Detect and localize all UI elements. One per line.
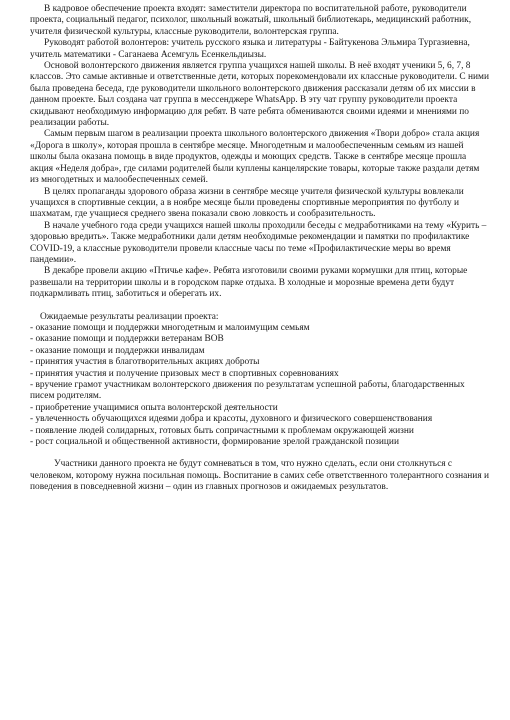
list-item: - принятия участия в благотворительных акциях доброты [30, 357, 260, 368]
list-item: - оказание помощи и поддержки ветеранам ВОВ [30, 334, 224, 345]
results-list [30, 323, 490, 448]
paragraph-bird-cafe: В декабре провели акцию «Птичье кафе». Ребята изготовили своими руками кормушки для птиц, которые развешали на территории школы и в городском парке отдыха. В холодные и морозные времена дети будут подкармливать птиц, заботиться и оберегать их. [30, 266, 468, 300]
list-item: - приобретение учащимися опыта волонтерской деятельности [30, 402, 278, 413]
paragraph-first-steps: Самым первым шагом в реализации проекта школьного волонтерского движения «Твори добро» стала акция «Дорога в школу», которая прошла в сентябре месяце. Многодетным и малообеспеченным семьям из нашей школы была оказана помощь в виде продуктов, одежды и моющих средств. Также в сентябре месяце прошла акция «Неделя добра», где силами родителей были куплены канцелярские товары, которые также раздали детям из многодетных и малообеспеченных семей. [30, 129, 480, 186]
list-item: - принятия участия и получение призовых мест в спортивных соревнованиях [30, 368, 339, 379]
section-gap [30, 448, 490, 459]
paragraph-volunteer-group: Основой волонтерского движения является группа учащихся нашей школы. В неё входят ученики 5, 6, 7, 8 классов. Это самые активные и ответственные дети, которых порекомендовали их классные руководители. С ними была проведена беседа, где руководители школьного волонтерского движения рассказали детям об их миссии в данном проекте. Был создана чат группа в мессенджере WhatsApp. В эту чат группу руководители проекта скидывают необходимую информацию для ребят. В чате ребята обмениваются своими идеями и мнениями по реализации работы. [30, 61, 489, 129]
list-item: - увлеченность обучающихся идеями добра и красоты, духовного и физического совершенствования [30, 414, 433, 425]
paragraph-conclusion: Участники данного проекта не будут сомневаться в том, что нужно сделать, если они столкнуться с человеком, которому нужна посильная помощь. Воспитание в самих себе ответственного толерантного сознания и поведения в повседневной жизни – один из главных прогнозов и ожидаемых результатов. [30, 459, 489, 493]
list-item: - появление людей солидарных, готовых быть сопричастными к проблемам окружающей жизни [30, 425, 414, 436]
paragraph-volunteer-leaders: Руководят работой волонтеров: учитель русского языка и литературы - Байтукенова Эльмира Тургазиевна, учитель математики - Саганаева Асемгуль Есенкельдиызы. [30, 38, 470, 60]
list-item: - вручение грамот участникам волонтерского движения по результатам успешной работы, благодарственных писем родителям. [30, 380, 465, 402]
list-item: - рост социальной и общественной активности, формирование зрелой гражданской позиции [30, 437, 399, 448]
section-gap [30, 301, 490, 312]
list-item: - оказание помощи и поддержки инвалидам [30, 345, 205, 356]
results-heading: Ожидаемые результаты реализации проекта: [40, 311, 219, 322]
list-item: - оказание помощи и поддержки многодетным и малоимущим семьям [30, 322, 310, 333]
paragraph-medical-talks: В начале учебного года среди учащихся нашей школы проходили беседы с медработниками на тему «Курить – здоровью вредить». Также медработники дали детям необходимые рекомендации и памятки по профилактике COVID-19, а классные руководители провели классные часы по теме «Профилактические меры во время пандемии». [30, 220, 487, 265]
document-page [30, 4, 490, 494]
paragraph-healthy-lifestyle: В целях пропаганды здорового образа жизни в сентябре месяце учителя физической культуры вовлекали учащихся в спортивные секции, а в ноябре месяце были проведены спортивные мероприятия по футболу и шахматам, где учащиеся среднего звена показали свою ловкость и сообразительность. [30, 186, 464, 220]
paragraph-staffing: В кадровое обеспечение проекта входят: заместители директора по воспитательной работе, руководители проекта, социальный педагог, психолог, школьный вожатый, школьный библиотекарь, медицинский работник, учителя физической культуры, классные руководители, волонтерская группа. [30, 4, 472, 37]
